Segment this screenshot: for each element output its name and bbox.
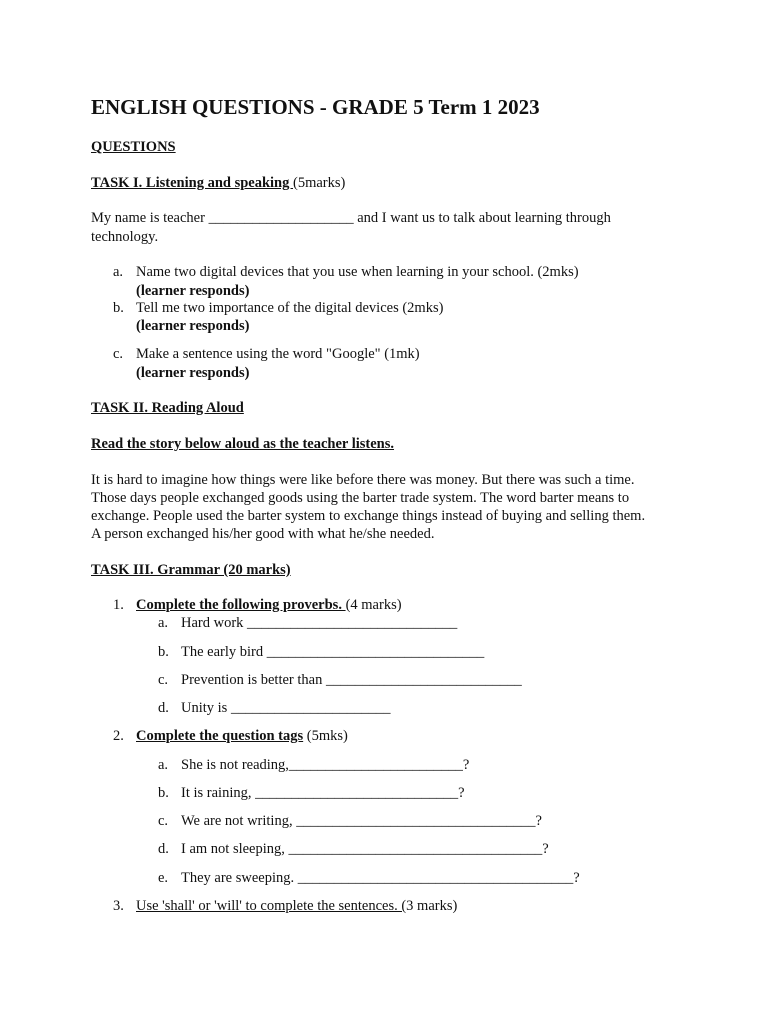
question-tag-item: We are not writing, _________________________________?	[181, 813, 542, 829]
q1-title-line	[136, 597, 402, 614]
proverb-item: The early bird ______________________________	[181, 644, 485, 660]
task1-item-b-response: (learner responds)	[136, 318, 250, 334]
story-line: A person exchanged his/her good with what he/she needed.	[91, 526, 435, 542]
q3-number: 3.	[113, 898, 124, 914]
list-item-marker: d.	[158, 841, 169, 857]
question-tag-item: It is raining, ____________________________?	[181, 785, 465, 801]
list-item-marker: c.	[158, 672, 169, 688]
page-title: ENGLISH QUESTIONS - GRADE 5 Term 1 2023	[91, 95, 540, 119]
task1-marks: (5marks)	[293, 175, 346, 191]
task1-heading: TASK I. Listening and speaking	[91, 175, 293, 191]
list-item-marker: a.	[113, 264, 124, 280]
task1-intro-line2: technology.	[91, 229, 159, 245]
questions-heading: QUESTIONS	[91, 139, 176, 155]
list-item-marker: c.	[113, 346, 124, 362]
question-tag-item: She is not reading,________________________?	[181, 757, 470, 773]
q1-number: 1.	[113, 597, 124, 613]
task3-heading: TASK III. Grammar (20 marks)	[91, 562, 291, 578]
q2-marks: (5mks)	[303, 728, 348, 744]
story-line: Those days people exchanged goods using the barter trade system. The word barter means to	[91, 490, 630, 506]
q3-title: Use 'shall' or 'will' to complete the sentences. (	[136, 898, 407, 914]
task1-item-c-text: Make a sentence using the word "Google" (1mk)	[136, 346, 420, 362]
q3-title-line	[136, 898, 457, 915]
story-line: It is hard to imagine how things were like before there was money. But there was such a time.	[91, 472, 635, 488]
list-item-marker: e.	[158, 870, 169, 886]
q2-title-line	[136, 728, 348, 745]
list-item-marker: d.	[158, 700, 169, 716]
task1-intro-line1: My name is teacher ____________________ and I want us to talk about learning through	[91, 210, 611, 226]
q1-marks: (4 marks)	[345, 597, 402, 613]
proverb-item: Hard work _____________________________	[181, 615, 458, 631]
q3-marks: 3 marks)	[406, 898, 458, 914]
list-item-marker: a.	[158, 757, 169, 773]
task2-instruction: Read the story below aloud as the teacher listens.	[91, 436, 395, 452]
q1-title: Complete the following proverbs.	[136, 597, 346, 613]
proverb-item: Prevention is better than ___________________________	[181, 672, 522, 688]
q2-title: Complete the question tags	[136, 728, 304, 744]
story-line: exchange. People used the barter system to exchange things instead of buying and selling them.	[91, 508, 646, 524]
task2-heading: TASK II. Reading Aloud	[91, 400, 244, 416]
task1-item-a-response: (learner responds)	[136, 283, 250, 299]
proverb-item: Unity is ______________________	[181, 700, 391, 716]
task1-item-b-text: Tell me two importance of the digital devices (2mks)	[136, 300, 444, 316]
task1-item-c-response: (learner responds)	[136, 365, 250, 381]
q2-number: 2.	[113, 728, 124, 744]
list-item-marker: c.	[158, 813, 169, 829]
question-tag-item: I am not sleeping, ___________________________________?	[181, 841, 549, 857]
list-item-marker: b.	[158, 644, 169, 660]
list-item-marker: b.	[158, 785, 169, 801]
question-tag-item: They are sweeping. ______________________________________?	[181, 870, 580, 886]
list-item-marker: b.	[113, 300, 124, 316]
list-item-marker: a.	[158, 615, 169, 631]
task1-item-a-text: Name two digital devices that you use when learning in your school. (2mks)	[136, 264, 579, 280]
task1-heading-line	[91, 175, 345, 192]
